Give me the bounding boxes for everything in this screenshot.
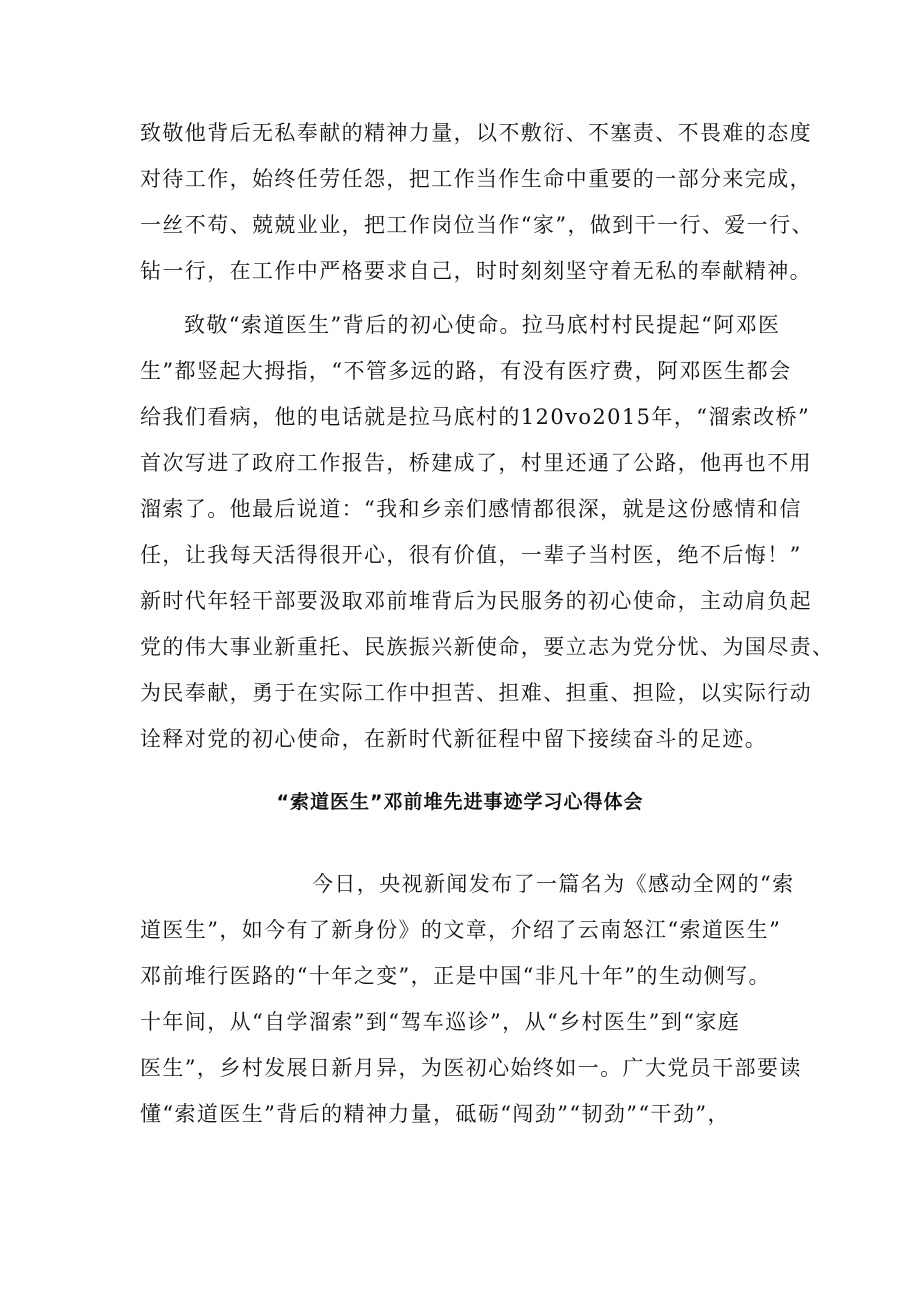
paragraph-mission [140,302,835,762]
text-line: 邓前堆行医路的“十年之变”，正是中国“非凡十年”的生动侧写。 [140,964,771,988]
text-line: 致敬“索道医生”背后的初心使命。拉马底村村民提起“阿邓医 [184,313,781,337]
text-line: 医生”，乡村发展日新月异，为医初心始终如一。广大党员干部要读 [140,1056,802,1080]
text-line: 溜索了。他最后说道：“我和乡亲们感情都很深，就是这份感情和信 [140,497,802,521]
text-line: 懂“索道医生”背后的精神力量，砥砺“闯劲”“韧劲”“干劲”， [140,1102,730,1126]
text-line: 新时代年轻干部要汲取邓前堆背后为民服务的初心使命，主动肩负起 [140,589,812,613]
text-line: 首次写进了政府工作报告，桥建成了，村里还通了公路，他再也不用 [140,451,812,475]
document-title: “索道医生”邓前堆先进事迹学习心得体会 [276,791,644,813]
text-line: 今日，央视新闻发布了一篇名为《感动全网的“索 [312,872,795,896]
text-line: 诠释对党的初心使命，在新时代新征程中留下接续奋斗的足迹。 [140,727,768,751]
paragraph-continuation [140,110,814,294]
text-line: 道医生”，如今有了新身份》的文章，介绍了云南怒江“索道医生” [140,918,782,942]
text-line: 给我们看病，他的电话就是拉马底村的120vo2015年，“溜索改桥” [140,405,811,429]
text-line: 致敬他背后无私奉献的精神力量，以不敷衍、不塞责、不畏难的态度 [140,121,812,145]
text-line: 为民奉献，勇于在实际工作中担苦、担难、担重、担险，以实际行动 [140,681,812,705]
text-line: 对待工作，始终任劳任怨，把工作当作生命中重要的一部分来完成， [140,167,812,191]
text-line: 钻一行，在工作中严格要求自己，时时刻刻坚守着无私的奉献精神。 [140,259,812,283]
text-line: 任，让我每天活得很开心，很有价值，一辈子当村医，绝不后悔！” [140,543,802,567]
text-line: 党的伟大事业新重托、民族振兴新使命，要立志为党分忧、为国尽责、 [140,635,835,659]
text-line: 十年间，从“自学溜索”到“驾车巡诊”，从“乡村医生”到“家庭 [140,1010,741,1034]
text-line: 一丝不苟、兢兢业业，把工作岗位当作“家”，做到干一行、爱一行、 [140,213,814,237]
paragraph-intro [140,861,800,1137]
text-line: 生”都竖起大拇指，“不管多远的路，有没有医疗费，阿邓医生都会 [140,359,792,383]
